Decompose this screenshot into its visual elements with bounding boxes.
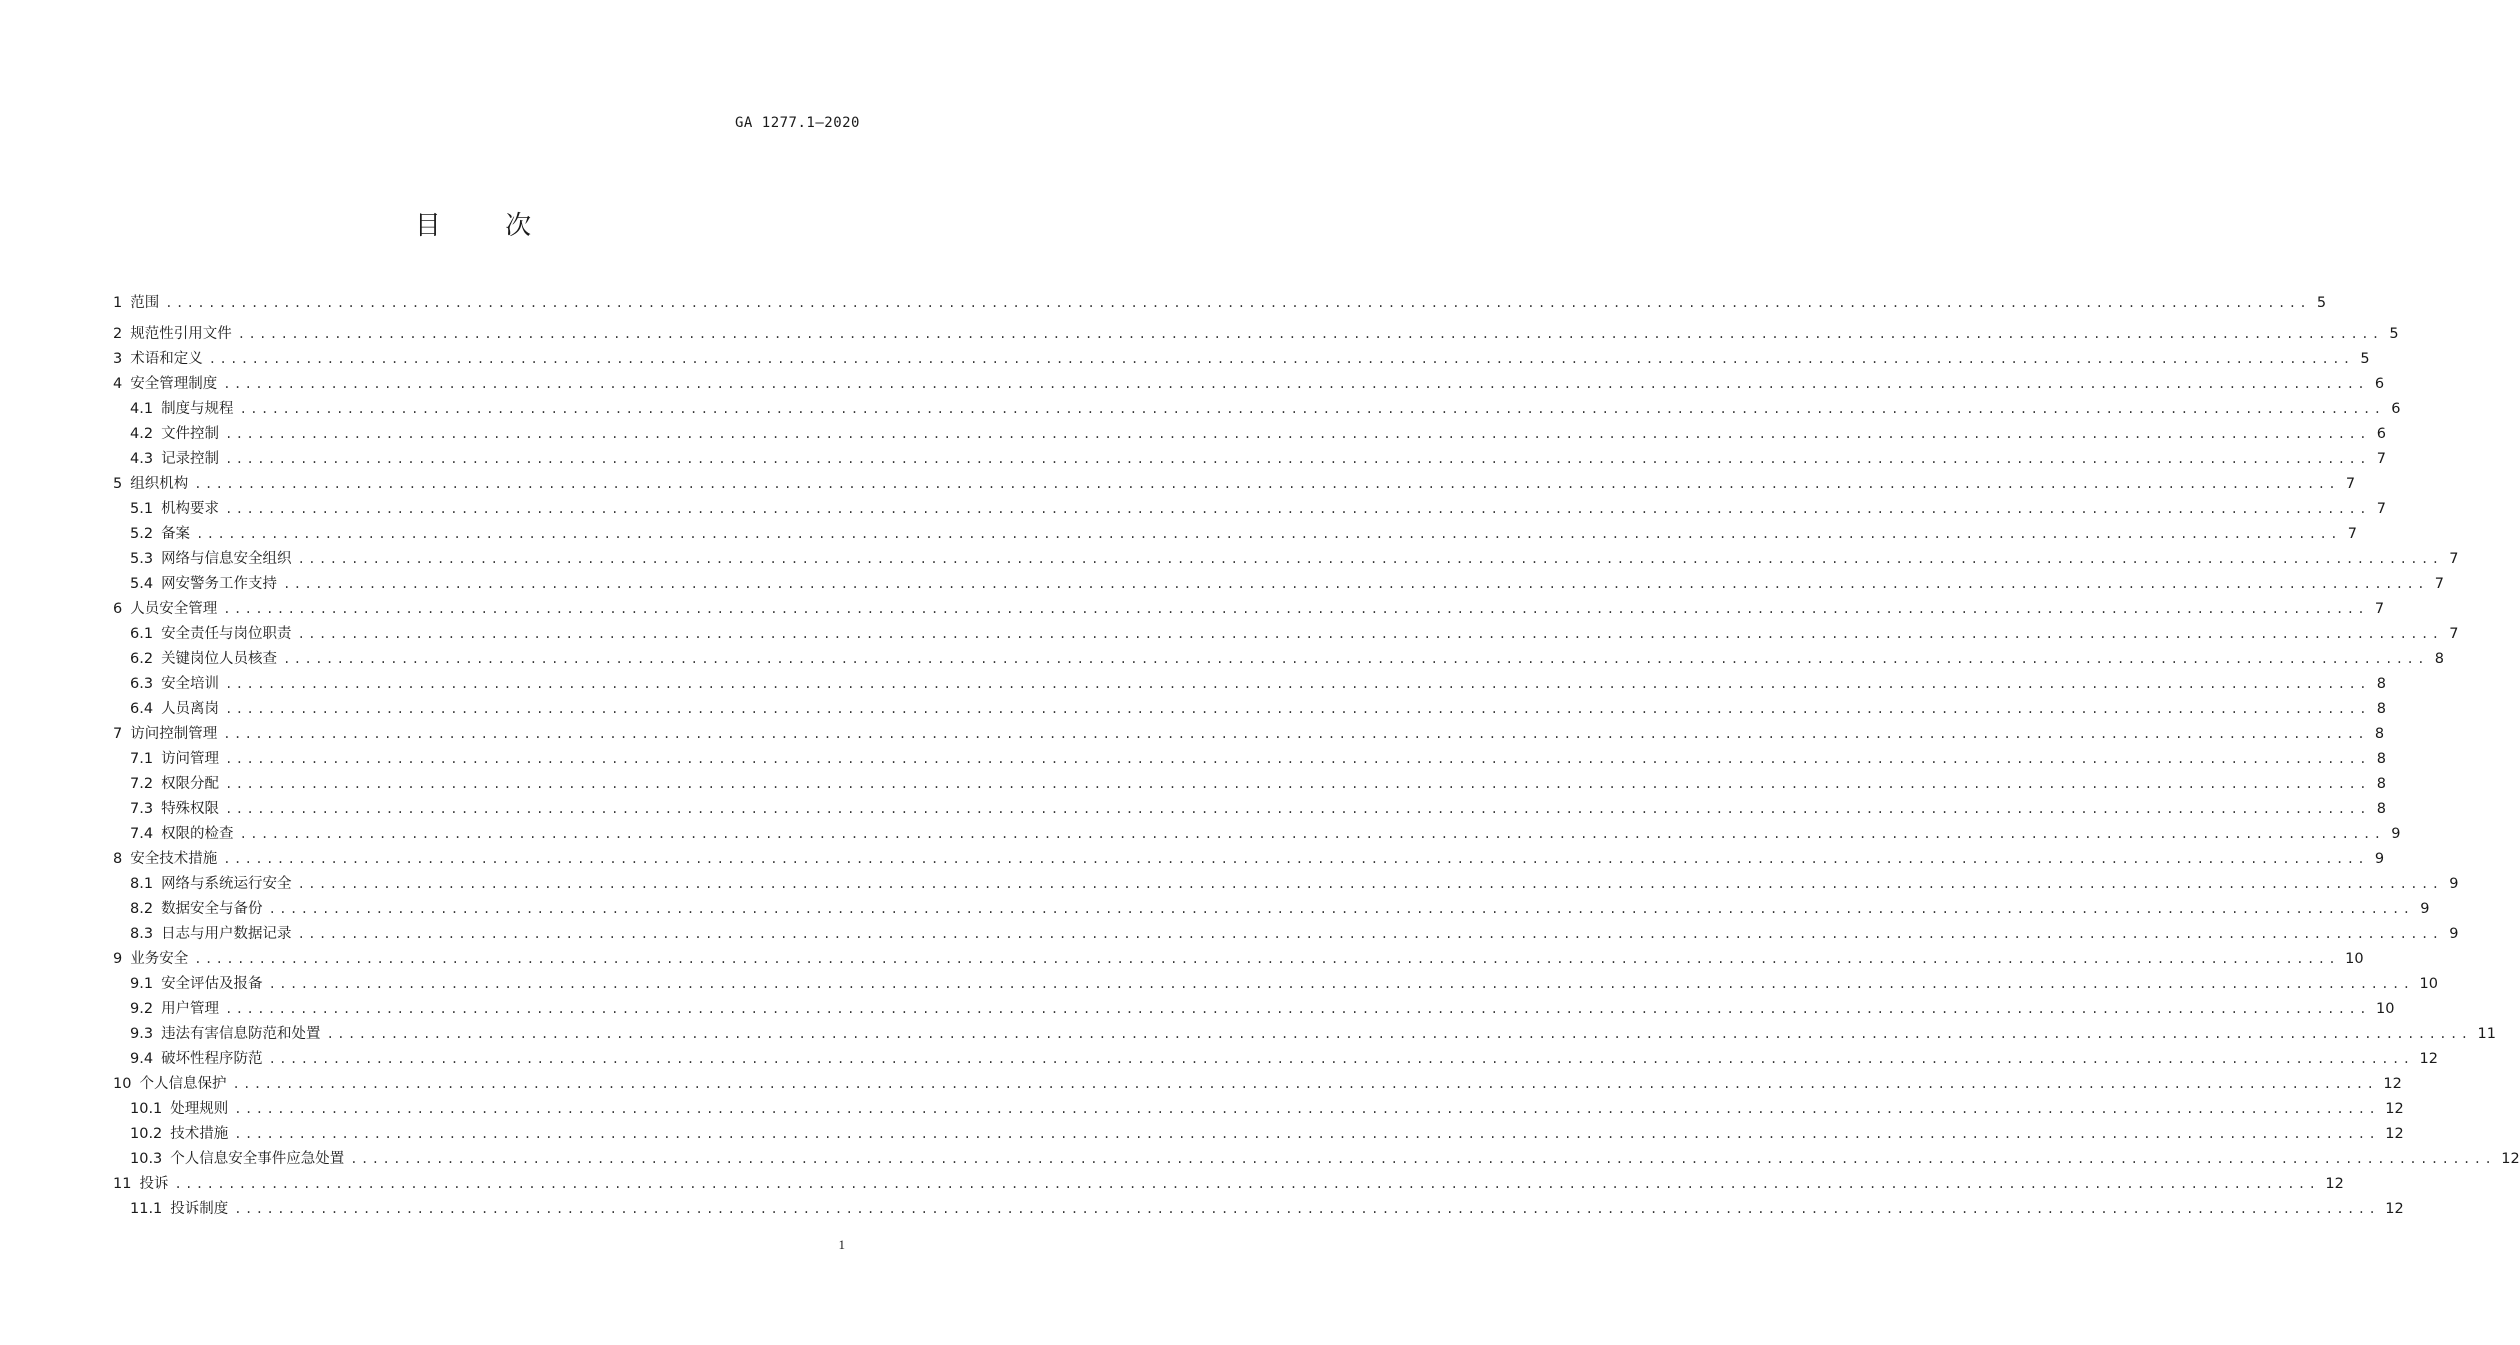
toc-entry[interactable] xyxy=(113,344,2370,369)
toc-entry-title: 安全责任与岗位职责 xyxy=(161,626,292,642)
toc-entry-page: 8 xyxy=(2376,801,2386,817)
page-number: 1 xyxy=(838,1237,845,1252)
toc-entry-number: 6.2 xyxy=(130,651,154,667)
toc-entry[interactable] xyxy=(113,519,2357,544)
toc-entry-number: 5.4 xyxy=(130,576,154,592)
toc-entry-number: 7 xyxy=(113,726,123,742)
toc-entry[interactable] xyxy=(113,594,2385,619)
toc-entry-page: 7 xyxy=(2376,501,2386,517)
toc-leader-dots: ........................................................................................................................................................................................................ xyxy=(268,1052,2414,1066)
toc-leader-dots: ........................................................................................................................................................................................................ xyxy=(223,852,2369,866)
toc-entry-number: 9.2 xyxy=(130,1001,154,1017)
toc-entry-number: 8.1 xyxy=(130,876,154,892)
toc-leader-dots: ........................................................................................................................................................................................................ xyxy=(225,452,2370,466)
toc-entry-number: 11 xyxy=(113,1176,132,1192)
toc-entry-number: 1 xyxy=(113,295,123,311)
toc-entry-title: 访问控制管理 xyxy=(130,726,218,742)
toc-entry-page: 8 xyxy=(2376,776,2386,792)
toc-entry-number: 5.1 xyxy=(130,501,154,517)
toc-entry-title: 业务安全 xyxy=(130,951,189,967)
toc-entry-title: 网安警务工作支持 xyxy=(161,576,278,592)
toc-entry-number: 4.1 xyxy=(130,401,154,417)
toc-entry[interactable] xyxy=(113,819,2401,844)
toc-leader-dots: ........................................................................................................................................................................................................ xyxy=(225,427,2370,441)
toc-entry-page: 8 xyxy=(2376,676,2386,692)
toc-entry[interactable] xyxy=(113,919,2459,944)
toc-entry-title: 破坏性程序防范 xyxy=(161,1051,263,1067)
toc-entry-title: 安全管理制度 xyxy=(130,376,218,392)
toc-entry-title: 访问管理 xyxy=(161,751,220,767)
toc-entry[interactable] xyxy=(113,619,2459,644)
toc-entry-number: 5.3 xyxy=(130,551,154,567)
toc-entry-page: 11 xyxy=(2477,1026,2496,1042)
toc-entry-page: 7 xyxy=(2376,451,2386,467)
toc-entry[interactable] xyxy=(113,469,2356,494)
toc-entry-number: 4.3 xyxy=(130,451,154,467)
toc-entry-title: 个人信息保护 xyxy=(139,1076,227,1092)
toc-entry-title: 关键岗位人员核查 xyxy=(161,651,278,667)
toc-entry-page: 8 xyxy=(2376,751,2386,767)
toc-leader-dots: ........................................................................................................................................................................................................ xyxy=(196,527,2341,541)
toc-entry-title: 违法有害信息防范和处置 xyxy=(161,1026,321,1042)
toc-leader-dots: ........................................................................................................................................................................................................ xyxy=(223,727,2369,741)
toc-entry-number: 8.2 xyxy=(130,901,154,917)
toc-entry-title: 安全培训 xyxy=(161,676,220,692)
toc-entry-page: 8 xyxy=(2374,726,2385,742)
toc-leader-dots: ........................................................................................................................................................................................................ xyxy=(223,377,2369,391)
toc-entry-title: 文件控制 xyxy=(161,426,220,442)
toc-entry-page: 7 xyxy=(2345,476,2356,492)
page-title: 目 次 xyxy=(414,211,560,241)
toc-leader-dots: ........................................................................................................................................................................................................ xyxy=(165,296,2311,310)
toc-entry-title: 人员离岗 xyxy=(161,701,220,717)
toc-entry[interactable] xyxy=(113,1144,2520,1169)
toc-entry-title: 权限分配 xyxy=(161,776,220,792)
toc-entry-title: 安全评估及报备 xyxy=(161,976,263,992)
toc-entry-title: 备案 xyxy=(161,526,191,542)
toc-entry-number: 9.3 xyxy=(130,1026,154,1042)
toc-entry[interactable] xyxy=(113,369,2385,394)
toc-entry-page: 12 xyxy=(2385,1201,2404,1217)
toc-entry-number: 10 xyxy=(113,1076,132,1092)
toc-entry-title: 技术措施 xyxy=(170,1126,229,1142)
toc-entry-number: 9 xyxy=(113,951,123,967)
toc-leader-dots: ........................................................................................................................................................................................................ xyxy=(223,602,2369,616)
toc-leader-dots: ........................................................................................................................................................................................................ xyxy=(225,502,2370,516)
toc-entry[interactable] xyxy=(113,719,2385,744)
toc-entry-number: 6.3 xyxy=(130,676,154,692)
toc-leader-dots: ........................................................................................................................................................................................................ xyxy=(297,877,2443,891)
standard-code: GA 1277.1—2020 xyxy=(734,115,860,131)
toc-entry[interactable] xyxy=(113,1169,2344,1194)
toc-leader-dots: ........................................................................................................................................................................................................ xyxy=(225,677,2370,691)
toc-leader-dots: ........................................................................................................................................................................................................ xyxy=(237,327,2383,341)
toc-entry-page: 12 xyxy=(2383,1076,2402,1092)
toc-entry-page: 7 xyxy=(2374,601,2385,617)
toc-entry-title: 术语和定义 xyxy=(130,351,203,367)
toc-entry-number: 3 xyxy=(113,351,123,367)
toc-entry-title: 特殊权限 xyxy=(161,801,220,817)
toc-entry-page: 8 xyxy=(2376,701,2386,717)
toc-entry-page: 12 xyxy=(2385,1126,2404,1142)
toc-entry-page: 7 xyxy=(2449,626,2459,642)
toc-entry-page: 7 xyxy=(2347,526,2357,542)
toc-entry[interactable] xyxy=(113,394,2401,419)
toc-entry[interactable] xyxy=(113,844,2385,869)
toc-entry-page: 9 xyxy=(2420,901,2430,917)
toc-leader-dots: ........................................................................................................................................................................................................ xyxy=(225,702,2370,716)
toc-entry-number: 7.1 xyxy=(130,751,154,767)
toc-entry-page: 9 xyxy=(2391,826,2401,842)
toc-entry-number: 4 xyxy=(113,376,123,392)
toc-entry-page: 7 xyxy=(2449,551,2459,567)
toc-leader-dots: ........................................................................................................................................................................................................ xyxy=(208,352,2354,366)
toc-entry-number: 7.4 xyxy=(130,826,154,842)
toc-entry[interactable] xyxy=(113,319,2399,344)
toc-entry-number: 9.4 xyxy=(130,1051,154,1067)
toc-entry-number: 8.3 xyxy=(130,926,154,942)
toc-entry[interactable] xyxy=(113,1094,2404,1119)
toc-entry[interactable] xyxy=(113,894,2430,919)
toc-entry-page: 12 xyxy=(2325,1176,2344,1192)
toc-entry-page: 6 xyxy=(2391,401,2401,417)
toc-entry-page: 6 xyxy=(2374,376,2385,392)
toc-entry[interactable] xyxy=(113,669,2386,694)
table-of-contents xyxy=(113,288,2520,1219)
toc-entry-title: 范围 xyxy=(130,295,160,311)
toc-entry-page: 9 xyxy=(2449,876,2459,892)
toc-entry[interactable] xyxy=(113,944,2364,969)
toc-entry-page: 10 xyxy=(2375,1001,2395,1017)
toc-entry-page: 10 xyxy=(2419,976,2438,992)
toc-entry[interactable] xyxy=(113,1119,2404,1144)
toc-entry[interactable] xyxy=(113,744,2386,769)
toc-entry-number: 4.2 xyxy=(130,426,154,442)
toc-leader-dots: ........................................................................................................................................................................................................ xyxy=(194,477,2340,491)
toc-entry-page: 7 xyxy=(2434,576,2444,592)
toc-leader-dots: ........................................................................................................................................................................................................ xyxy=(239,402,2385,416)
toc-leader-dots: ........................................................................................................................................................................................................ xyxy=(234,1102,2380,1116)
toc-entry-number: 5.2 xyxy=(130,526,154,542)
toc-entry-title: 制度与规程 xyxy=(161,401,234,417)
toc-entry-page: 5 xyxy=(2389,326,2399,342)
toc-entry[interactable] xyxy=(113,794,2386,819)
toc-entry-title: 日志与用户数据记录 xyxy=(161,926,292,942)
toc-entry-title: 用户管理 xyxy=(161,1001,220,1017)
toc-entry-title: 安全技术措施 xyxy=(130,851,218,867)
toc-entry-title: 规范性引用文件 xyxy=(130,326,232,342)
toc-entry[interactable] xyxy=(113,769,2386,794)
toc-entry-number: 11.1 xyxy=(130,1201,163,1217)
toc-leader-dots: ........................................................................................................................................................................................................ xyxy=(268,977,2414,991)
toc-entry[interactable] xyxy=(113,1019,2496,1044)
toc-entry-page: 5 xyxy=(2316,295,2327,311)
toc-entry-page: 9 xyxy=(2374,851,2385,867)
toc-entry-number: 6 xyxy=(113,601,123,617)
toc-leader-dots: ........................................................................................................................................................................................................ xyxy=(234,1202,2380,1216)
toc-entry-number: 2 xyxy=(113,326,123,342)
toc-entry-title: 网络与系统运行安全 xyxy=(161,876,292,892)
toc-entry-page: 12 xyxy=(2419,1051,2438,1067)
toc-entry-number: 5 xyxy=(113,476,123,492)
toc-entry-title: 数据安全与备份 xyxy=(161,901,263,917)
toc-entry[interactable] xyxy=(113,288,2327,313)
toc-entry-number: 10.2 xyxy=(130,1126,163,1142)
toc-leader-dots: ........................................................................................................................................................................................................ xyxy=(283,652,2428,666)
toc-entry[interactable] xyxy=(113,1044,2438,1069)
toc-leader-dots: ........................................................................................................................................................................................................ xyxy=(239,827,2385,841)
toc-leader-dots: ........................................................................................................................................................................................................ xyxy=(225,1002,2370,1016)
toc-entry-page: 8 xyxy=(2434,651,2444,667)
toc-entry-title: 权限的检查 xyxy=(161,826,234,842)
toc-entry-page: 5 xyxy=(2360,351,2370,367)
toc-leader-dots: ........................................................................................................................................................................................................ xyxy=(283,577,2428,591)
toc-leader-dots: ........................................................................................................................................................................................................ xyxy=(268,902,2414,916)
toc-entry[interactable] xyxy=(113,444,2386,469)
toc-entry[interactable] xyxy=(113,694,2386,719)
toc-entry[interactable] xyxy=(113,494,2386,519)
toc-leader-dots: ........................................................................................................................................................................................................ xyxy=(225,752,2370,766)
toc-entry[interactable] xyxy=(113,569,2444,594)
toc-entry-page: 10 xyxy=(2345,951,2364,967)
toc-entry[interactable] xyxy=(113,869,2459,894)
toc-leader-dots: ........................................................................................................................................................................................................ xyxy=(194,952,2340,966)
toc-entry-title: 机构要求 xyxy=(161,501,220,517)
toc-leader-dots: ........................................................................................................................................................................................................ xyxy=(225,802,2370,816)
toc-entry-number: 7.2 xyxy=(130,776,154,792)
toc-entry-number: 9.1 xyxy=(130,976,154,992)
toc-entry-number: 6.4 xyxy=(130,701,154,717)
toc-leader-dots: ........................................................................................................................................................................................................ xyxy=(326,1027,2472,1041)
toc-entry-page: 6 xyxy=(2376,426,2386,442)
toc-entry-title: 组织机构 xyxy=(130,476,189,492)
toc-leader-dots: ........................................................................................................................................................................................................ xyxy=(297,627,2443,641)
toc-entry-title: 网络与信息安全组织 xyxy=(161,551,292,567)
toc-entry-title: 投诉制度 xyxy=(170,1201,229,1217)
toc-entry-number: 10.3 xyxy=(130,1151,163,1167)
toc-entry[interactable] xyxy=(113,994,2395,1019)
toc-entry[interactable] xyxy=(113,544,2459,569)
toc-entry-number: 7.3 xyxy=(130,801,154,817)
toc-entry[interactable] xyxy=(113,419,2386,444)
toc-entry-number: 10.1 xyxy=(130,1101,163,1117)
toc-entry-title: 处理规则 xyxy=(170,1101,229,1117)
toc-leader-dots: ........................................................................................................................................................................................................ xyxy=(297,552,2443,566)
toc-entry-title: 个人信息安全事件应急处置 xyxy=(170,1151,345,1167)
toc-entry-number: 6.1 xyxy=(130,626,154,642)
toc-entry-title: 投诉 xyxy=(139,1176,169,1192)
toc-entry-page: 12 xyxy=(2385,1101,2404,1117)
toc-leader-dots: ........................................................................................................................................................................................................ xyxy=(350,1152,2496,1166)
toc-entry[interactable] xyxy=(113,1069,2402,1094)
toc-entry-title: 记录控制 xyxy=(161,451,220,467)
toc-entry[interactable] xyxy=(113,644,2444,669)
toc-entry-page: 12 xyxy=(2501,1151,2520,1167)
toc-entry-title: 人员安全管理 xyxy=(130,601,218,617)
toc-leader-dots: ........................................................................................................................................................................................................ xyxy=(297,927,2443,941)
toc-leader-dots: ........................................................................................................................................................................................................ xyxy=(232,1077,2378,1091)
toc-leader-dots: ........................................................................................................................................................................................................ xyxy=(225,777,2370,791)
toc-leader-dots: ........................................................................................................................................................................................................ xyxy=(174,1177,2320,1191)
toc-entry[interactable] xyxy=(113,969,2438,994)
toc-entry[interactable] xyxy=(113,1194,2404,1219)
toc-leader-dots: ........................................................................................................................................................................................................ xyxy=(234,1127,2380,1141)
toc-entry-number: 8 xyxy=(113,851,123,867)
toc-entry-page: 9 xyxy=(2449,926,2459,942)
